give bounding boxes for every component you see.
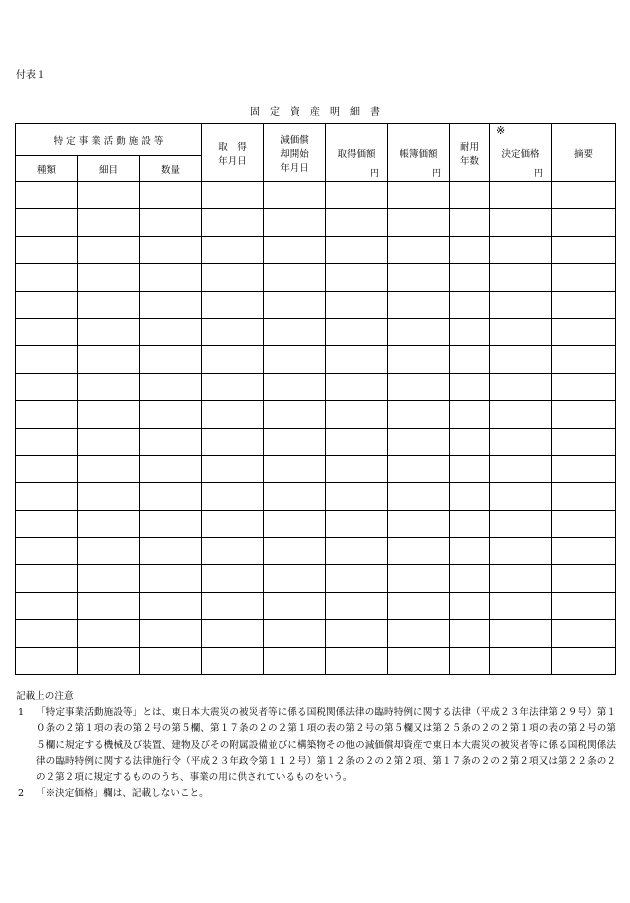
table-cell[interactable]	[388, 236, 450, 263]
table-cell[interactable]	[552, 510, 616, 537]
table-cell[interactable]	[450, 620, 490, 647]
table-cell[interactable]	[16, 209, 78, 236]
table-cell[interactable]	[16, 620, 78, 647]
header-quantity: 数量	[140, 156, 202, 182]
table-cell[interactable]	[450, 346, 490, 373]
notes-section	[16, 689, 616, 802]
table-cell[interactable]	[16, 264, 78, 291]
table-cell[interactable]	[326, 401, 388, 428]
table-cell[interactable]	[202, 620, 264, 647]
header-acquisition-date: 取 得 年月日	[202, 124, 264, 182]
table-cell[interactable]	[490, 565, 552, 592]
table-body	[16, 182, 616, 675]
table-row	[16, 620, 616, 647]
note-number: 2	[18, 788, 25, 800]
table-cell[interactable]	[490, 209, 552, 236]
table-cell[interactable]	[202, 291, 264, 318]
table-row	[16, 401, 616, 428]
table-cell[interactable]	[78, 510, 140, 537]
table-cell[interactable]	[450, 209, 490, 236]
table-cell[interactable]	[388, 565, 450, 592]
table-cell[interactable]	[202, 565, 264, 592]
table-cell[interactable]	[388, 291, 450, 318]
table-cell[interactable]	[16, 401, 78, 428]
header-type: 種類	[16, 156, 78, 182]
table-cell[interactable]	[78, 592, 140, 619]
table-cell[interactable]	[78, 182, 140, 209]
table-cell[interactable]	[490, 620, 552, 647]
table-cell[interactable]	[202, 236, 264, 263]
table-cell[interactable]	[78, 483, 140, 510]
header-detail: 細目	[78, 156, 140, 182]
table-cell[interactable]	[490, 510, 552, 537]
table-cell[interactable]	[388, 510, 450, 537]
table-cell[interactable]	[16, 592, 78, 619]
table-row	[16, 647, 616, 674]
table-cell[interactable]	[388, 401, 450, 428]
table-cell[interactable]	[264, 291, 326, 318]
table-cell[interactable]	[264, 401, 326, 428]
table-cell[interactable]	[202, 373, 264, 400]
table-row	[16, 264, 616, 291]
table-cell[interactable]	[140, 291, 202, 318]
table-cell[interactable]	[388, 538, 450, 565]
table-cell[interactable]	[264, 373, 326, 400]
notes-heading: 記載上の注意	[16, 691, 74, 702]
table-cell[interactable]	[202, 647, 264, 674]
table-cell[interactable]	[326, 483, 388, 510]
table-cell[interactable]	[490, 428, 552, 455]
table-cell[interactable]	[264, 209, 326, 236]
table-cell[interactable]	[140, 182, 202, 209]
table-row	[16, 455, 616, 482]
table-cell[interactable]	[552, 209, 616, 236]
table-cell[interactable]	[326, 318, 388, 345]
table-cell[interactable]	[16, 346, 78, 373]
table-cell[interactable]	[450, 538, 490, 565]
table-cell[interactable]	[326, 236, 388, 263]
table-cell[interactable]	[78, 346, 140, 373]
table-cell[interactable]	[490, 401, 552, 428]
table-cell[interactable]	[78, 455, 140, 482]
table-cell[interactable]	[450, 264, 490, 291]
table-row	[16, 318, 616, 345]
table-cell[interactable]	[202, 401, 264, 428]
table-cell[interactable]	[140, 428, 202, 455]
table-cell[interactable]	[140, 510, 202, 537]
table-cell[interactable]	[552, 236, 616, 263]
table-row	[16, 373, 616, 400]
table-cell[interactable]	[490, 236, 552, 263]
table-cell[interactable]	[264, 346, 326, 373]
table-cell[interactable]	[552, 620, 616, 647]
table-cell[interactable]	[450, 510, 490, 537]
table-cell[interactable]	[78, 209, 140, 236]
table-cell[interactable]	[78, 647, 140, 674]
header-depreciation-start-date: 減価償 却開始 年月日	[264, 124, 326, 182]
table-cell[interactable]	[326, 538, 388, 565]
table-cell[interactable]	[264, 483, 326, 510]
table-cell[interactable]	[16, 373, 78, 400]
note-item	[16, 786, 616, 802]
table-cell[interactable]	[140, 565, 202, 592]
table-cell[interactable]	[552, 264, 616, 291]
table-row	[16, 236, 616, 263]
table-cell[interactable]	[202, 592, 264, 619]
table-cell[interactable]	[16, 428, 78, 455]
table-cell[interactable]	[490, 346, 552, 373]
table-cell[interactable]	[16, 291, 78, 318]
table-cell[interactable]	[326, 647, 388, 674]
table-row	[16, 346, 616, 373]
table-cell[interactable]	[140, 373, 202, 400]
table-cell[interactable]	[264, 620, 326, 647]
table-cell[interactable]	[326, 373, 388, 400]
table-cell[interactable]	[202, 182, 264, 209]
table-cell[interactable]	[450, 401, 490, 428]
table-row	[16, 428, 616, 455]
table-cell[interactable]	[490, 538, 552, 565]
header-book-value: 帳簿価額 円	[388, 124, 450, 182]
table-cell[interactable]	[326, 209, 388, 236]
table-cell[interactable]	[78, 428, 140, 455]
table-cell[interactable]	[490, 455, 552, 482]
table-cell[interactable]	[326, 455, 388, 482]
table-cell[interactable]	[388, 620, 450, 647]
table-cell[interactable]	[202, 483, 264, 510]
table-cell[interactable]	[202, 455, 264, 482]
header-specified-facilities: 特 定 事 業 活 動 施 設 等	[16, 124, 202, 156]
table-cell[interactable]	[78, 620, 140, 647]
table-cell[interactable]	[388, 483, 450, 510]
table-cell[interactable]	[450, 182, 490, 209]
table-cell[interactable]	[326, 291, 388, 318]
table-cell[interactable]	[202, 346, 264, 373]
table-cell[interactable]	[140, 538, 202, 565]
table-cell[interactable]	[78, 401, 140, 428]
table-cell[interactable]	[490, 592, 552, 619]
table-cell[interactable]	[552, 182, 616, 209]
fixed-asset-table	[15, 123, 616, 675]
table-cell[interactable]	[202, 538, 264, 565]
table-cell[interactable]	[16, 318, 78, 345]
table-cell[interactable]	[264, 264, 326, 291]
table-cell[interactable]	[326, 264, 388, 291]
table-cell[interactable]	[140, 455, 202, 482]
table-cell[interactable]	[552, 373, 616, 400]
table-cell[interactable]	[326, 620, 388, 647]
table-cell[interactable]	[140, 401, 202, 428]
table-cell[interactable]	[140, 620, 202, 647]
table-cell[interactable]	[552, 538, 616, 565]
table-cell[interactable]	[140, 483, 202, 510]
table-cell[interactable]	[264, 510, 326, 537]
table-cell[interactable]	[78, 318, 140, 345]
table-cell[interactable]	[16, 510, 78, 537]
table-cell[interactable]	[140, 647, 202, 674]
table-cell[interactable]	[450, 455, 490, 482]
table-cell[interactable]	[16, 565, 78, 592]
table-row	[16, 510, 616, 537]
header-decided-price: ※ 決定価格 円	[490, 124, 552, 182]
table-cell[interactable]	[490, 647, 552, 674]
table-cell[interactable]	[552, 455, 616, 482]
yen-unit: 円	[533, 169, 543, 179]
table-cell[interactable]	[78, 538, 140, 565]
header-useful-life: 耐用 年数	[450, 124, 490, 182]
table-cell[interactable]	[78, 291, 140, 318]
table-row	[16, 538, 616, 565]
table-cell[interactable]	[264, 592, 326, 619]
table-cell[interactable]	[490, 264, 552, 291]
table-cell[interactable]	[264, 647, 326, 674]
note-text: 「特定事業活動施設等」とは、東日本大震災の被災者等に係る国税関係法律の臨時特例に関する法律（平成２３年法律第２９号）第１０条の２第１項の表の第２号の第５欄、第１７条の２の２第１項の表の第２号の第５欄又は第２５条の２の２第１項の表の第２号の第５欄に規定する機械及び装置、建物及びその附属設備並びに構築物その他の減価償却資産で東日本大震災の被災者等に係る国税関係法律の臨時特例に関する法律施行令（平成２３年政令第１１２号）第１２条の２の２第２項、第１７条の２の２第２項又は第２２条の２の２第２項に規定するもののうち、事業の用に供されているものをいう。	[36, 707, 616, 784]
table-cell[interactable]	[490, 483, 552, 510]
table-cell[interactable]	[490, 373, 552, 400]
table-cell[interactable]	[16, 538, 78, 565]
table-cell[interactable]	[326, 428, 388, 455]
header-acquisition-value: 取得価額 円	[326, 124, 388, 182]
table-cell[interactable]	[202, 510, 264, 537]
table-cell[interactable]	[264, 538, 326, 565]
table-cell[interactable]	[388, 182, 450, 209]
table-cell[interactable]	[450, 428, 490, 455]
table-cell[interactable]	[450, 565, 490, 592]
table-cell[interactable]	[490, 291, 552, 318]
table-cell[interactable]	[388, 373, 450, 400]
table-cell[interactable]	[264, 236, 326, 263]
yen-unit: 円	[431, 169, 441, 179]
table-cell[interactable]	[552, 291, 616, 318]
table-row	[16, 209, 616, 236]
table-cell[interactable]	[264, 428, 326, 455]
table-cell[interactable]	[450, 592, 490, 619]
form-title: 固 定 資 産 明 細 書	[250, 107, 380, 118]
table-cell[interactable]	[202, 428, 264, 455]
table-cell[interactable]	[78, 264, 140, 291]
table-cell[interactable]	[552, 346, 616, 373]
table-cell[interactable]	[388, 346, 450, 373]
note-number: 1	[18, 707, 25, 719]
table-cell[interactable]	[16, 236, 78, 263]
table-cell[interactable]	[450, 373, 490, 400]
table-cell[interactable]	[326, 182, 388, 209]
table-cell[interactable]	[78, 236, 140, 263]
table-cell[interactable]	[16, 182, 78, 209]
table-cell[interactable]	[326, 565, 388, 592]
table-cell[interactable]	[326, 592, 388, 619]
table-cell[interactable]	[388, 647, 450, 674]
table-cell[interactable]	[326, 510, 388, 537]
yen-unit: 円	[369, 169, 379, 179]
table-cell[interactable]	[16, 647, 78, 674]
table-cell[interactable]	[490, 318, 552, 345]
table-row	[16, 565, 616, 592]
note-text: 「※決定価格」欄は、記載しないこと。	[36, 788, 209, 800]
table-cell[interactable]	[552, 428, 616, 455]
table-cell[interactable]	[202, 209, 264, 236]
header-remarks: 摘要	[552, 124, 616, 182]
note-item	[16, 705, 616, 786]
table-cell[interactable]	[388, 209, 450, 236]
table-cell[interactable]	[264, 565, 326, 592]
table-cell[interactable]	[450, 483, 490, 510]
table-cell[interactable]	[450, 318, 490, 345]
table-row	[16, 291, 616, 318]
table-cell[interactable]	[16, 455, 78, 482]
table-cell[interactable]	[450, 291, 490, 318]
table-cell[interactable]	[552, 647, 616, 674]
table-cell[interactable]	[140, 264, 202, 291]
table-cell[interactable]	[16, 483, 78, 510]
table-cell[interactable]	[388, 592, 450, 619]
table-row	[16, 182, 616, 209]
table-cell[interactable]	[552, 318, 616, 345]
table-cell[interactable]	[264, 182, 326, 209]
table-cell[interactable]	[326, 346, 388, 373]
table-cell[interactable]	[78, 565, 140, 592]
table-row	[16, 592, 616, 619]
table-cell[interactable]	[140, 209, 202, 236]
table-cell[interactable]	[140, 236, 202, 263]
table-cell[interactable]	[140, 346, 202, 373]
table-cell[interactable]	[388, 428, 450, 455]
table-cell[interactable]	[552, 592, 616, 619]
table-cell[interactable]	[202, 264, 264, 291]
table-cell[interactable]	[552, 565, 616, 592]
table-cell[interactable]	[388, 455, 450, 482]
table-cell[interactable]	[388, 264, 450, 291]
table-row	[16, 483, 616, 510]
table-cell[interactable]	[552, 483, 616, 510]
table-cell[interactable]	[490, 182, 552, 209]
table-cell[interactable]	[78, 373, 140, 400]
table-cell[interactable]	[388, 318, 450, 345]
table-cell[interactable]	[450, 236, 490, 263]
table-cell[interactable]	[264, 318, 326, 345]
asterisk-mark: ※	[496, 124, 506, 137]
table-cell[interactable]	[264, 455, 326, 482]
table-cell[interactable]	[450, 647, 490, 674]
table-cell[interactable]	[140, 592, 202, 619]
table-cell[interactable]	[140, 318, 202, 345]
appendix-label: 付表１	[16, 70, 46, 81]
table-cell[interactable]	[202, 318, 264, 345]
table-cell[interactable]	[552, 401, 616, 428]
